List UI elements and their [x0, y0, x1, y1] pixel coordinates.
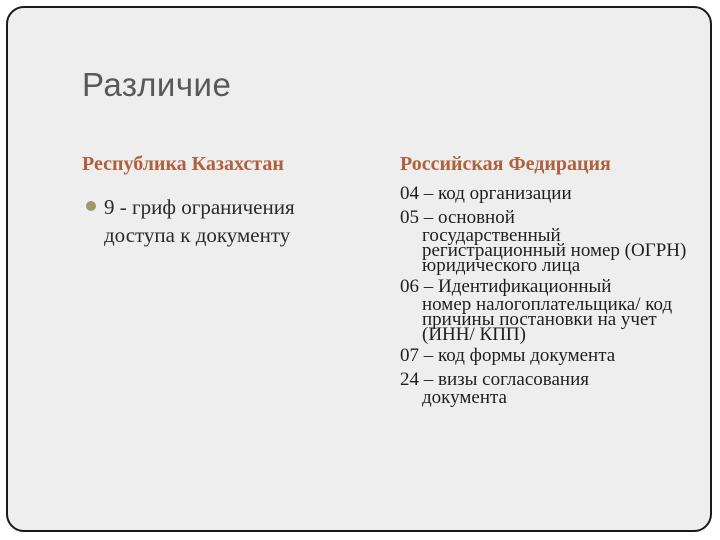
- russia-entry-24: [400, 369, 690, 408]
- entry-code-line: 07 – код формы документа: [400, 345, 616, 366]
- russia-entry-04: [400, 184, 690, 204]
- kazakhstan-list: [82, 193, 362, 249]
- entry-code-line: 04 – код организации: [400, 183, 572, 204]
- bullet-icon: [86, 201, 96, 211]
- russia-entry-06: [400, 276, 690, 345]
- entry-continuation: номер налогоплательщика/ код причины постановки на учет (ИНН/ КПП): [422, 294, 673, 345]
- russia-list: [400, 184, 690, 409]
- russia-entry-07: [400, 346, 690, 366]
- entry-continuation: документа: [422, 387, 507, 408]
- russia-entry-05: [400, 207, 690, 276]
- kazakhstan-bullet-text: 9 - гриф ограничения доступа к документу: [104, 195, 295, 247]
- slide-title: Различие: [82, 66, 232, 103]
- russia-heading: Российская Федирация: [400, 153, 611, 175]
- entry-continuation: государственный регистрационный номер (ОГРН) юридического лица: [422, 225, 687, 276]
- slide-frame: [6, 6, 712, 532]
- entry-code-line: 24 – визы согласования: [400, 369, 589, 390]
- entry-code-line: 06 – Идентификационный: [400, 276, 612, 297]
- kazakhstan-heading: Республика Казахстан: [82, 153, 284, 175]
- entry-code-line: 05 – основной: [400, 207, 515, 228]
